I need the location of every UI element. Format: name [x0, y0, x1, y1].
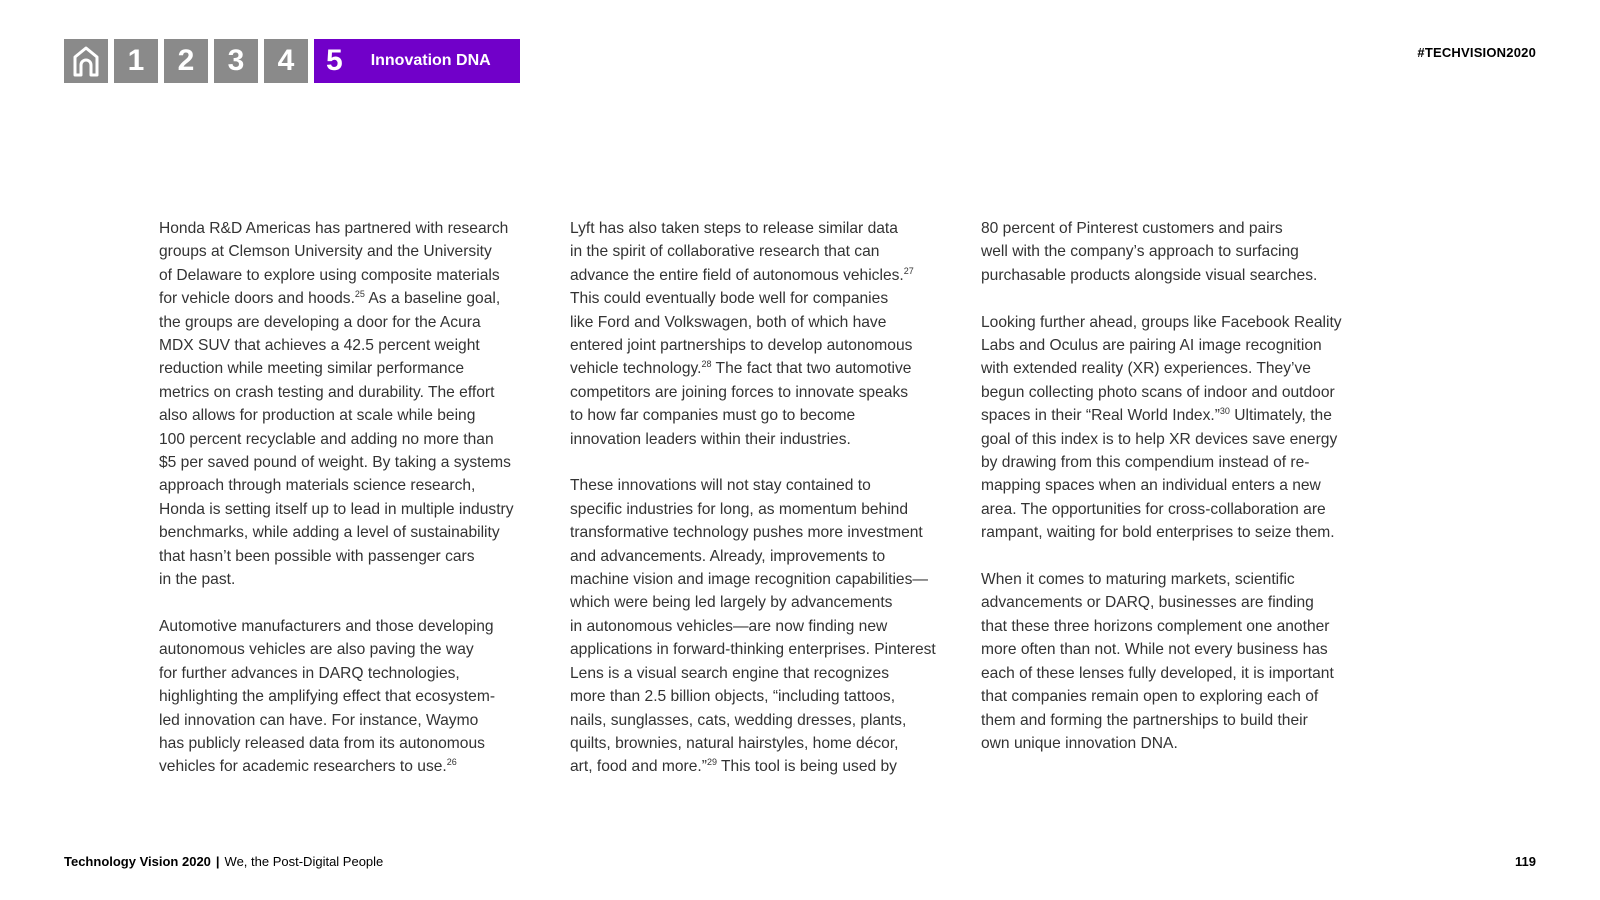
- footnote-ref[interactable]: 27: [903, 265, 914, 276]
- text-column-3: [981, 217, 1366, 779]
- nav-active-label: Innovation DNA: [370, 52, 491, 69]
- paragraph: Automotive manufacturers and those developing autonomous vehicles are also paving the way for further advances in DARQ technologies, highlighting the amplifying effect that ecosystem- led innovation can have. For instance, Waymo has publicly released data from its autonomous vehicles for academic researchers to use.$^{26}$: [159, 617, 496, 776]
- paragraph: Lyft has also taken steps to release similar data in the spirit of collaborative research that can advance the entire field of autonomous vehicles.$^{27}$ This could eventually bode well for companies like Ford and Volkswagen, both of which have entered joint partnerships to develop autonomous vehicle technology.$^{28}$ The fact that two automotive competitors are joining forces to innovate speaks to how far companies must go to become innovation leaders within their industries.: [570, 220, 914, 448]
- home-button[interactable]: [64, 39, 108, 83]
- footnote-ref[interactable]: 26: [446, 757, 457, 768]
- section-nav: [64, 39, 520, 83]
- house-icon: [72, 45, 100, 77]
- text-column-1: [159, 217, 544, 802]
- footer-subtitle: We, the Post-Digital People: [224, 854, 384, 869]
- nav-section-2[interactable]: 2: [164, 39, 208, 83]
- footnote-ref[interactable]: 30: [1219, 406, 1230, 417]
- footnote-ref[interactable]: 25: [354, 289, 365, 300]
- paragraph: 80 percent of Pinterest customers and pairs well with the company’s approach to surfacing purchasable products alongside visual searches.: [981, 220, 1318, 284]
- hashtag: #TECHVISION2020: [1417, 45, 1536, 60]
- nav-active-number: 5: [326, 44, 343, 77]
- footer: [64, 854, 383, 869]
- footer-separator: |: [215, 854, 220, 869]
- footnote-ref[interactable]: 28: [701, 359, 712, 370]
- text-column-2: [570, 217, 955, 802]
- paragraph: When it comes to maturing markets, scientific advancements or DARQ, businesses are finding that these three horizons complement one another more often than not. While not every business has each of these lenses fully developed, it is important that companies remain open to exploring each of them and forming the partnerships to build their own unique innovation DNA.: [981, 571, 1334, 752]
- paragraph: Honda R&D Americas has partnered with research groups at Clemson University and the University of Delaware to explore using composite materials for vehicle doors and hoods.$^{25}$ As a baseline goal, the groups are developing a door for the Acura MDX SUV that achieves a 42.5 percent weight reduction while meeting similar performance metrics on crash testing and durability. The effort also allows for production at scale while being 100 percent recyclable and adding no more than $5 per saved pound of weight. By taking a systems approach through materials science research, Honda is setting itself up to lead in multiple industry benchmarks, while adding a level of sustainability that hasn’t been possible with passenger cars in the past.: [159, 220, 514, 589]
- footnote-ref[interactable]: 29: [706, 757, 717, 768]
- nav-section-4[interactable]: 4: [264, 39, 308, 83]
- footer-title: Technology Vision 2020: [64, 854, 211, 869]
- nav-section-3[interactable]: 3: [214, 39, 258, 83]
- nav-section-5-active[interactable]: [314, 39, 520, 83]
- page-number: 119: [1515, 854, 1536, 869]
- paragraph: Looking further ahead, groups like Facebook Reality Labs and Oculus are pairing AI image recognition with extended reality (XR) experiences. They’ve begun collecting photo scans of indoor and outdoor spaces in their “Real World Index.”$^{30}$ Ultimately, the goal of this index is to help XR devices save energy by drawing from this compendium instead of re- mapping spaces when an individual enters a new area. The opportunities for cross-collaboration are rampant, waiting for bold enterprises to seize them.: [981, 313, 1342, 542]
- nav-section-1[interactable]: 1: [114, 39, 158, 83]
- paragraph: These innovations will not stay contained to specific industries for long, as momentum behind transformative technology pushes more investment and advancements. Already, improvements to machine vision and image recognition capabilities— which were being led largely by advancements in autonomous vehicles—are now finding new applications in forward-thinking enterprises. Pinterest Lens is a visual search engine that recognizes more than 2.5 billion objects, “including tattoos, nails, sunglasses, cats, wedding dresses, plants, quilts, brownies, natural hairstyles, home décor, art, food and more.”$^{29}$ This tool is being used by: [570, 477, 936, 776]
